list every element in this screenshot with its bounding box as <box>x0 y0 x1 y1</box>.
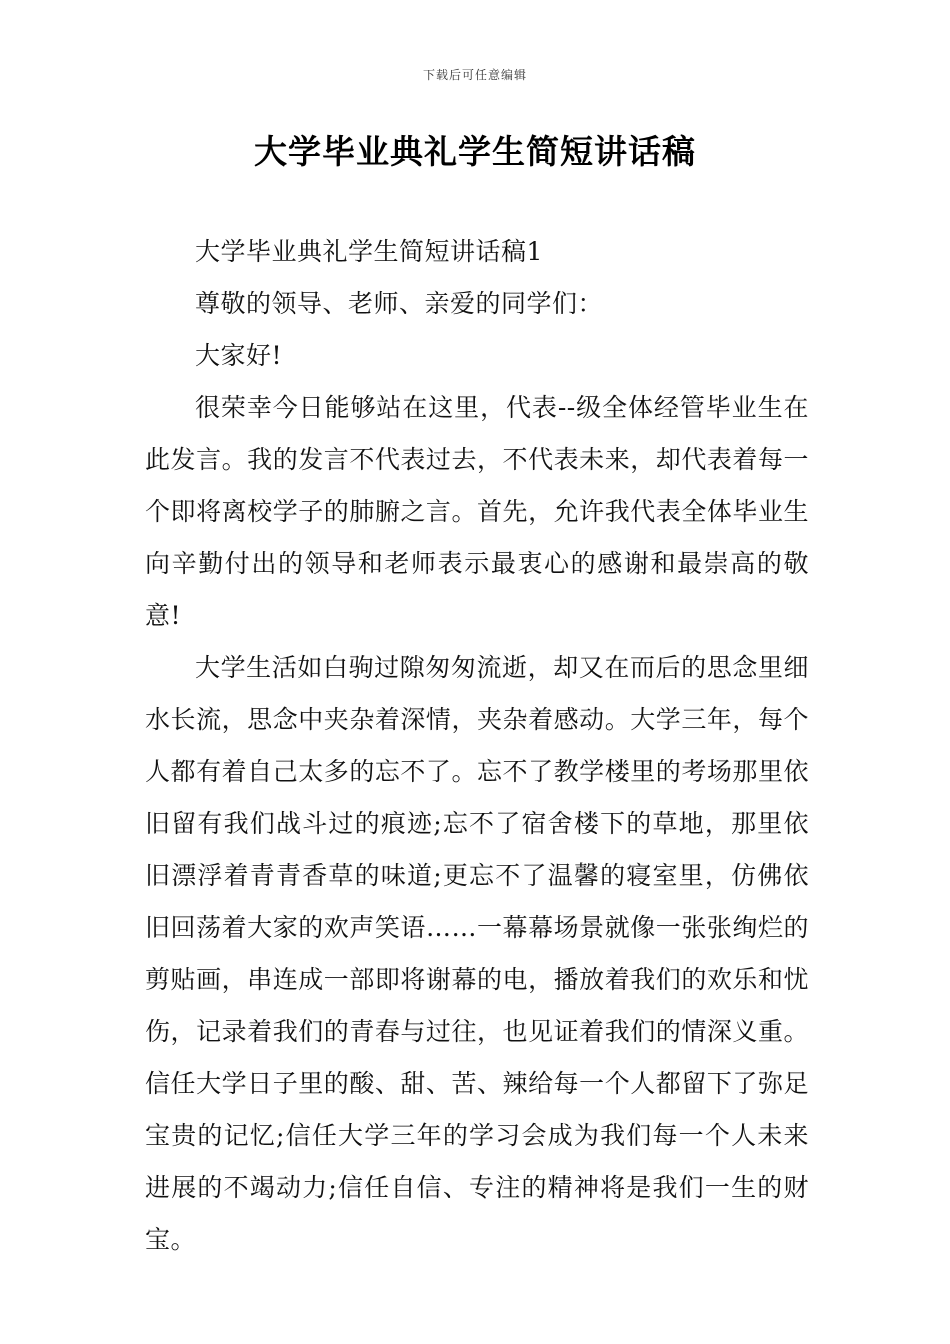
header-note: 下载后可任意编辑 <box>422 68 527 82</box>
salutation: 尊敬的领导、老师、亲爱的同学们： <box>195 289 604 318</box>
greeting: 大家好! <box>195 341 283 370</box>
paragraph-intro: 很荣幸今日能够站在这里，代表--级全体经管毕业生在此发言。我的发言不代表过去，不代表未来，却代表着每一个即将离校学子的肺腑之言。首先，允许我代表全体毕业生向辛勤付出的领导和老师表示最衷心的感谢和最崇高的敬意! <box>145 393 809 630</box>
paragraph-memories: 大学生活如白驹过隙匆匆流逝，却又在而后的思念里细水长流，思念中夹杂着深情，夹杂着感动。大学三年，每个人都有着自己太多的忘不了。忘不了教学楼里的考场那里依旧留有我们战斗过的痕迹;忘不了宿舍楼下的草地，那里依旧漂浮着青青香草的味道;更忘不了温馨的寝室里，仿佛依旧回荡着大家的欢声笑语……一幕幕场景就像一张张绚烂的剪贴画，串连成一部即将谢幕的电，播放着我们的欢乐和忧伤，记录着我们的青春与过往，也见证着我们的情深义重。信任大学日子里的酸、甜、苦、辣给每一个人都留下了弥足宝贵的记忆;信任大学三年的学习会成为我们每一个人未来进展的不竭动力;信任自信、专注的精神将是我们一生的财宝。 <box>145 653 809 1254</box>
document-body <box>145 226 809 1266</box>
section-heading: 大学毕业典礼学生简短讲话稿1 <box>195 237 543 266</box>
document-title: 大学毕业典礼学生简短讲话稿 <box>254 132 696 171</box>
